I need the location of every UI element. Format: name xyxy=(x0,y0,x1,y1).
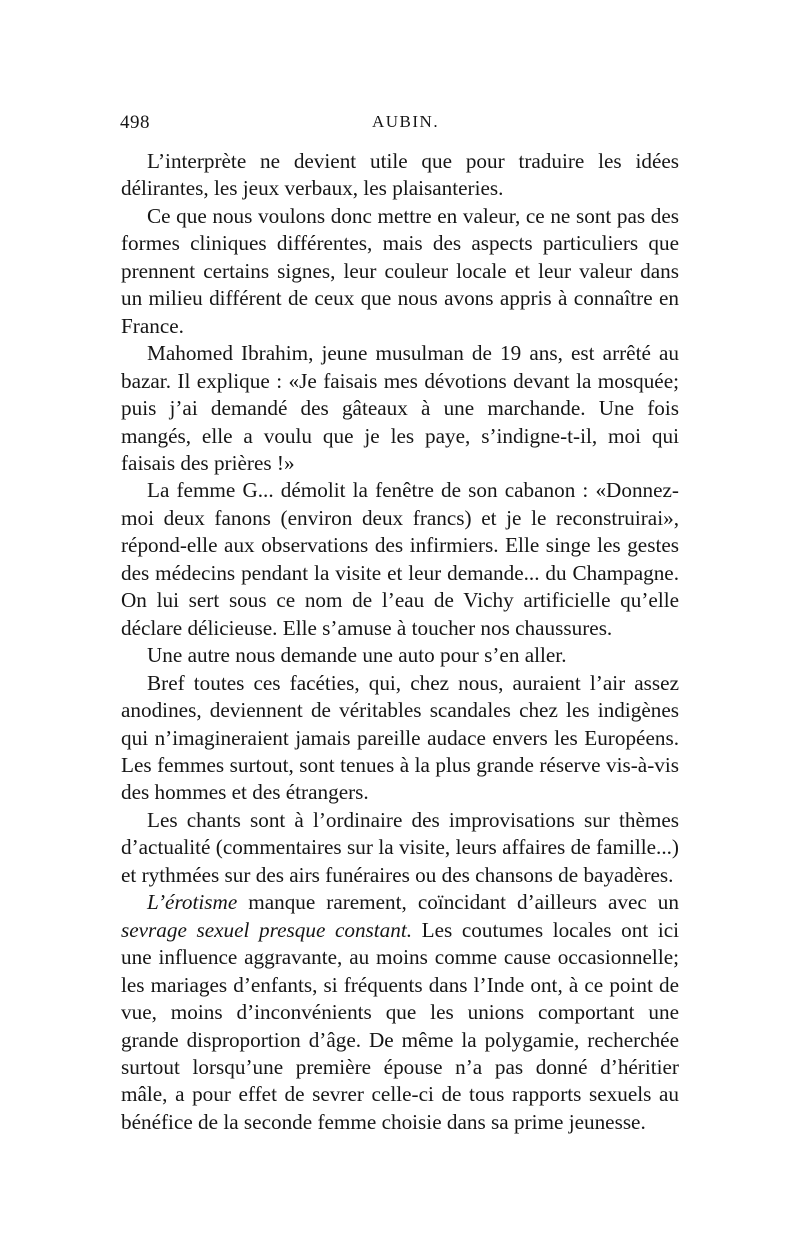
paragraph-eroticism xyxy=(121,889,679,1136)
paragraph-aims: Ce que nous voulons donc mettre en valeur, ce ne sont pas des formes cliniques différentes, mais des aspects particuliers que prennent certains signes, leur couleur locale et leur valeur dans un milieu différent de ceux que nous avons appris à connaître en France. xyxy=(121,203,679,338)
text-segment: Les coutumes locales ont ici une influence aggravante, au moins comme cause occasionnelle; les mariages d’enfants, si fréquents dans l’Inde ont, à ce point de vue, moins d’inconvénients que les unions comportant une grande disproportion d’âge. De même la polygamie, recherchée surtout lorsqu’une première épouse n’a pas donné d’héritier mâle, a pour effet de sevrer celle-ci de tous rapports sexuels au bénéfice de la seconde femme choisie dans sa prime jeunesse. xyxy=(121,917,679,1134)
paragraph-songs: Les chants sont à l’ordinaire des improvisations sur thèmes d’actualité (commentaires sur la visite, leurs affaires de famille...) et rythmées sur des airs funéraires ou des chansons de bayadères. xyxy=(121,807,679,887)
page-header xyxy=(0,112,800,142)
page-number: 498 xyxy=(120,112,150,133)
emphasis-erotisme: L’érotisme xyxy=(147,890,238,915)
paragraph-case-ibrahim: Mahomed Ibrahim, jeune musulman de 19 ans, est arrêté au bazar. Il explique : «Je faisais mes dévotions devant la mosquée; puis j’ai demandé des gâteaux à une marchande. Une fois mangés, elle a voulu que je les paye, s’indigne-t-il, moi qui faisais des prières !» xyxy=(121,341,679,475)
paragraph-another-patient: Une autre nous demande une auto pour s’en aller. xyxy=(147,643,567,668)
paragraph-case-woman-g: La femme G... démolit la fenêtre de son cabanon : «Donnez-moi deux fanons (environ deux francs) et je le reconstruirai», répond-elle aux observations des infirmiers. Elle singe les gestes des médecins pendant la visite et leur demande... du Champagne. On lui sert sous ce nom de l’eau de Vichy artificielle qu’elle déclare délicieuse. Elle s’amuse à toucher nos chaussures. xyxy=(121,478,679,640)
body-text xyxy=(121,148,679,1136)
paragraph-interpreter: L’interprète ne devient utile que pour traduire les idées délirantes, les jeux verbaux, les plaisanteries. xyxy=(121,149,679,201)
running-head: AUBIN. xyxy=(372,112,440,131)
emphasis-sevrage: sevrage sexuel presque constant. xyxy=(121,917,413,942)
text-segment: manque rarement, coïncidant d’ailleurs avec un xyxy=(237,890,679,915)
paragraph-facetiae: Bref toutes ces facéties, qui, chez nous, auraient l’air assez anodines, deviennent de véritables scandales chez les indigènes qui n’imagineraient jamais pareille audace envers les Européens. Les femmes surtout, sont tenues à la plus grande réserve vis-à-vis des hommes et des étrangers. xyxy=(121,670,679,805)
